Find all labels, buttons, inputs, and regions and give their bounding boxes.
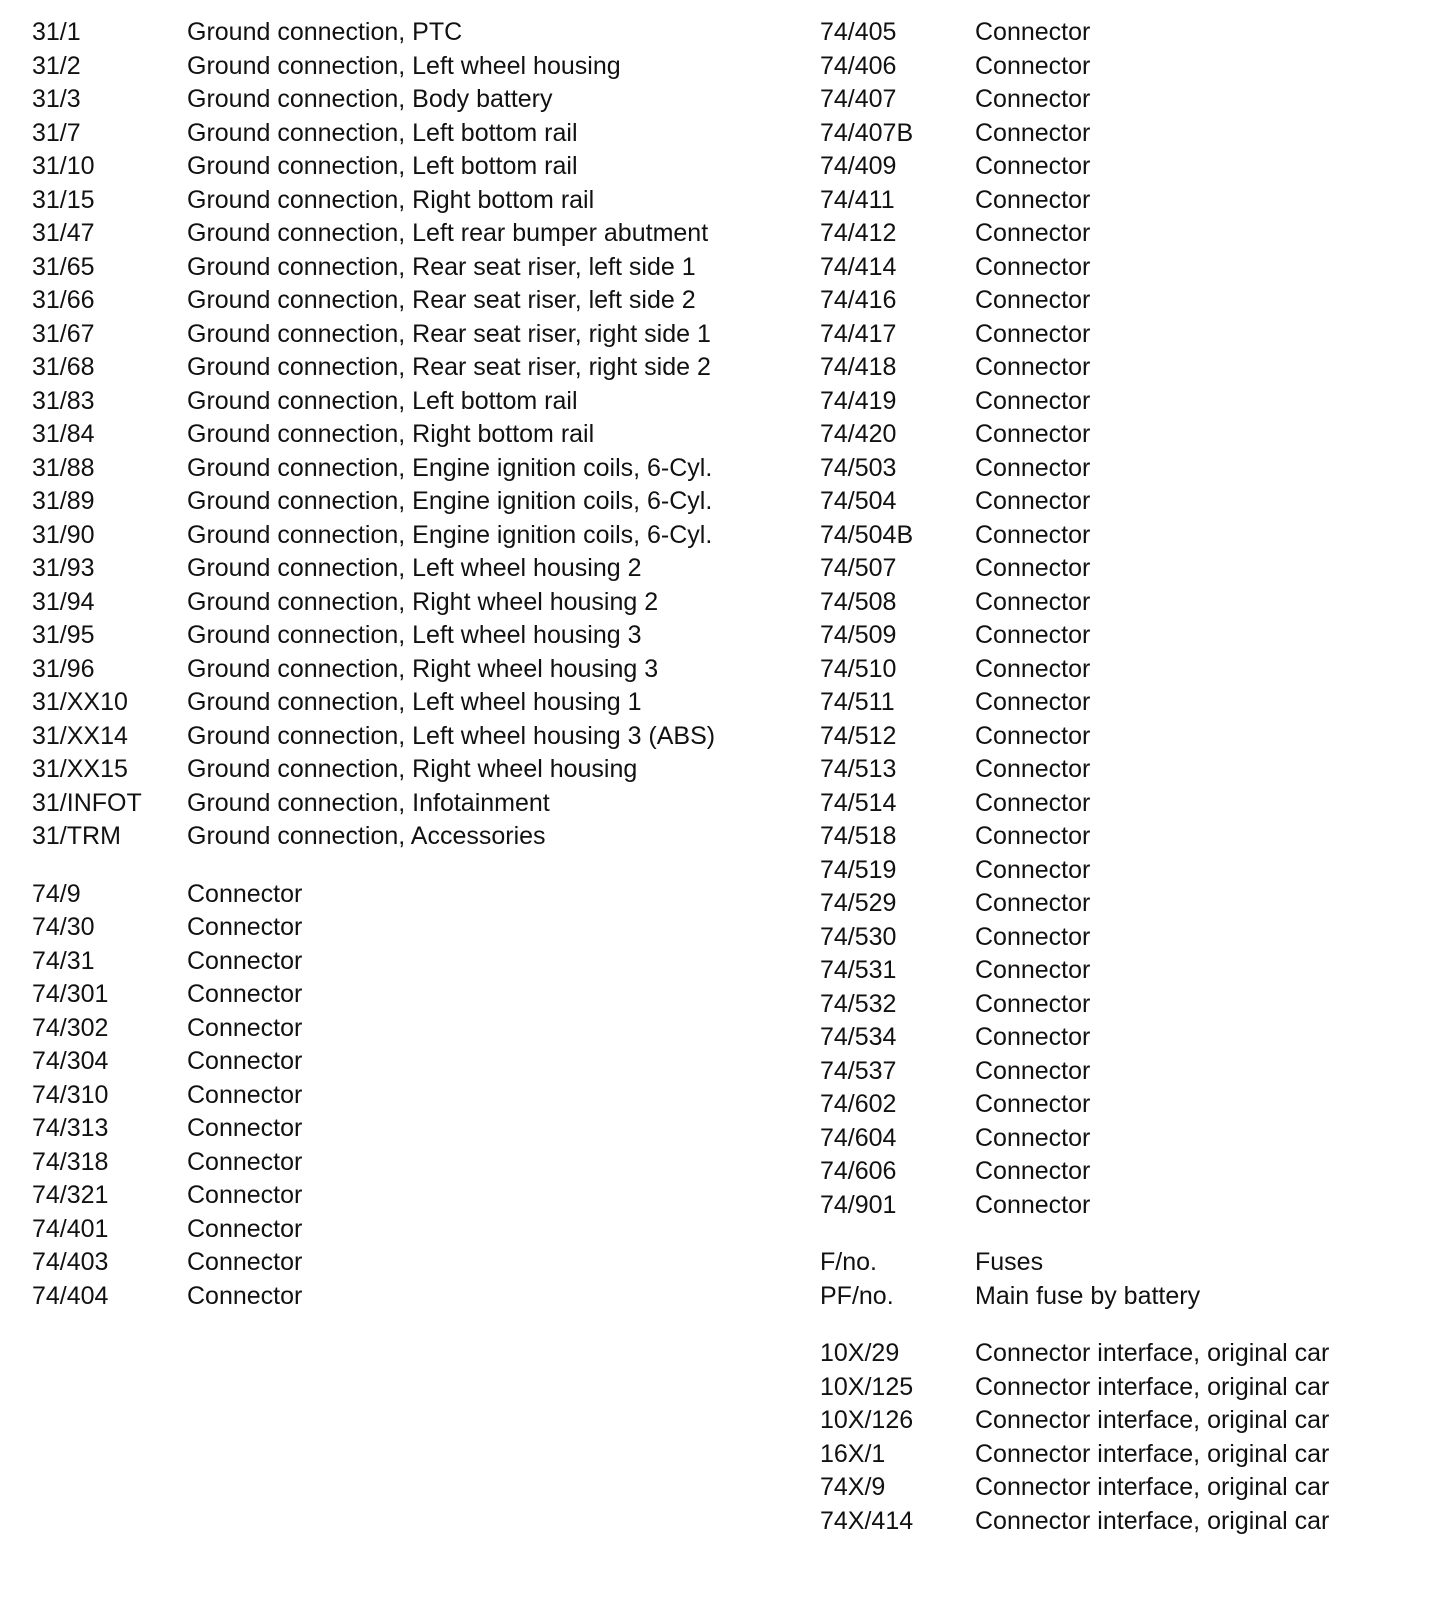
legend-description: Fuses [975, 1248, 1044, 1276]
legend-description: Main fuse by battery [975, 1281, 1201, 1310]
legend-row [32, 787, 772, 821]
legend-row [32, 720, 772, 754]
legend-row [820, 318, 1420, 352]
legend-row [820, 1337, 1420, 1371]
legend-code: 74/512 [820, 721, 897, 750]
legend-row [820, 1055, 1420, 1089]
legend-description: Connector interface, original car [975, 1473, 1330, 1501]
legend-code: 31/95 [32, 621, 95, 649]
legend-code: 74/318 [32, 1147, 109, 1176]
legend-row [32, 83, 772, 117]
legend-code: 74/31 [32, 946, 95, 975]
legend-row [32, 1112, 772, 1146]
legend-description: Connector interface, original car [975, 1506, 1330, 1535]
legend-code: 74/602 [820, 1090, 897, 1118]
legend-description: Ground connection, Left wheel housing 3 [187, 621, 642, 649]
legend-code: 31/XX10 [32, 688, 128, 716]
legend-description: Connector [975, 1023, 1091, 1051]
legend-description: Connector [187, 980, 303, 1008]
legend-description: Connector [187, 1047, 303, 1075]
legend-description: Connector [975, 453, 1091, 482]
legend-description: Connector [975, 286, 1091, 314]
legend-description: Connector [187, 946, 303, 975]
legend-row [820, 753, 1420, 787]
legend-row [820, 1371, 1420, 1405]
legend-row [820, 720, 1420, 754]
legend-row [820, 954, 1420, 988]
legend-description: Ground connection, PTC [187, 18, 463, 46]
legend-code: 10X/29 [820, 1339, 900, 1367]
legend-description: Connector [975, 587, 1091, 616]
legend-row [820, 686, 1420, 720]
legend-code: 74/532 [820, 989, 897, 1018]
legend-code: 31/94 [32, 587, 95, 616]
legend-code: 74/419 [820, 386, 897, 415]
legend-code: 74/321 [32, 1181, 109, 1209]
legend-description: Connector [975, 1157, 1091, 1185]
legend-code: 74/302 [32, 1013, 109, 1042]
legend-row [32, 686, 772, 720]
legend-code: 74/511 [820, 688, 895, 716]
legend-group [820, 1337, 1420, 1538]
legend-code: 74/404 [32, 1281, 109, 1310]
legend-row [32, 418, 772, 452]
legend-description: Connector [187, 879, 303, 908]
legend-code: 31/93 [32, 554, 95, 582]
legend-row [820, 418, 1420, 452]
legend-code: 74/403 [32, 1248, 109, 1276]
legend-row [32, 385, 772, 419]
legend-code: 74/405 [820, 18, 897, 46]
legend-row [32, 1280, 772, 1314]
legend-description: Connector [975, 654, 1091, 683]
legend-row [32, 50, 772, 84]
legend-description: Connector [975, 219, 1091, 247]
legend-code: 31/84 [32, 420, 95, 448]
legend-row [820, 385, 1420, 419]
legend-description: Connector [975, 688, 1091, 716]
legend-code: 74/604 [820, 1123, 897, 1152]
legend-code: 31/3 [32, 85, 81, 113]
legend-code: 74/304 [32, 1047, 109, 1075]
legend-description: Ground connection, Engine ignition coils, 6-Cyl. [187, 453, 713, 482]
legend-code: 74/537 [820, 1056, 897, 1085]
legend-description: Connector [975, 822, 1091, 850]
legend-row [32, 820, 772, 854]
legend-code: 74/301 [32, 980, 109, 1008]
legend-code: 74/518 [820, 822, 897, 850]
legend-row [32, 586, 772, 620]
legend-description: Connector [975, 152, 1091, 180]
legend-row [820, 1471, 1420, 1505]
legend-row [32, 878, 772, 912]
legend-description: Connector [975, 989, 1091, 1018]
legend-code: 74/531 [820, 956, 897, 984]
legend-code: 74/507 [820, 554, 897, 582]
legend-code: 31/89 [32, 487, 95, 515]
legend-description: Connector [975, 420, 1091, 448]
legend-code: 74/510 [820, 654, 897, 683]
legend-row [820, 586, 1420, 620]
legend-description: Ground connection, Right wheel housing 3 [187, 654, 659, 683]
legend-description: Ground connection, Right wheel housing [187, 755, 638, 783]
legend-description: Connector [975, 487, 1091, 515]
legend-code: 31/88 [32, 453, 95, 482]
legend-code: 74/406 [820, 51, 897, 80]
legend-code: 10X/125 [820, 1372, 914, 1401]
legend-description: Connector [187, 1214, 303, 1243]
legend-description: Connector [975, 889, 1091, 917]
legend-code: 74/519 [820, 855, 897, 884]
legend-row [32, 284, 772, 318]
legend-row [32, 519, 772, 553]
legend-group [820, 16, 1420, 1222]
legend-row [820, 653, 1420, 687]
legend-code: 31/67 [32, 319, 95, 348]
legend-row [820, 854, 1420, 888]
legend-row [32, 1213, 772, 1247]
legend-description: Ground connection, Infotainment [187, 788, 550, 817]
legend-row [820, 1122, 1420, 1156]
legend-description: Ground connection, Engine ignition coils, 6-Cyl. [187, 487, 713, 515]
legend-code: 31/INFOT [32, 788, 142, 817]
legend-description: Connector [187, 1080, 303, 1109]
legend-description: Connector [187, 1013, 303, 1042]
legend-code: 74/411 [820, 185, 895, 214]
legend-code: 74/513 [820, 755, 897, 783]
legend-row [820, 117, 1420, 151]
legend-row [820, 1280, 1420, 1314]
legend-row [820, 284, 1420, 318]
legend-description: Ground connection, Right wheel housing 2 [187, 587, 659, 616]
legend-code: 74/901 [820, 1190, 897, 1219]
legend-row [820, 184, 1420, 218]
legend-row [820, 351, 1420, 385]
legend-description: Connector [975, 252, 1091, 281]
legend-code: 10X/126 [820, 1406, 914, 1434]
legend-code: 31/66 [32, 286, 95, 314]
legend-row [820, 1438, 1420, 1472]
legend-description: Connector [975, 386, 1091, 415]
legend-code: 74/30 [32, 913, 95, 941]
legend-row [32, 217, 772, 251]
legend-description: Ground connection, Accessories [187, 822, 546, 850]
legend-row [32, 619, 772, 653]
legend-code: 74/606 [820, 1157, 897, 1185]
legend-code: 74/416 [820, 286, 897, 314]
legend-row [32, 945, 772, 979]
legend-description: Connector interface, original car [975, 1406, 1330, 1434]
legend-description: Connector interface, original car [975, 1372, 1330, 1401]
legend-group [820, 1246, 1420, 1313]
legend-code: 31/15 [32, 185, 95, 214]
legend-code: 74/504 [820, 487, 897, 515]
legend-code: 74X/9 [820, 1473, 886, 1501]
legend-row [32, 1079, 772, 1113]
legend-code: 31/2 [32, 51, 81, 80]
legend-code: 31/96 [32, 654, 95, 683]
legend-description: Connector [975, 353, 1091, 381]
legend-description: Connector [975, 185, 1091, 214]
legend-row [820, 619, 1420, 653]
legend-row [820, 16, 1420, 50]
legend-code: 31/TRM [32, 822, 121, 850]
legend-code: 31/90 [32, 520, 95, 549]
legend-row [820, 1246, 1420, 1280]
legend-description: Connector [975, 319, 1091, 348]
legend-code: PF/no. [820, 1281, 894, 1310]
legend-code: 74/530 [820, 922, 897, 951]
legend-code: 31/XX14 [32, 721, 128, 750]
legend-row [820, 1155, 1420, 1189]
legend-description: Connector [187, 913, 303, 941]
legend-row [820, 1021, 1420, 1055]
legend-description: Connector [975, 1056, 1091, 1085]
legend-description: Ground connection, Left bottom rail [187, 386, 578, 415]
legend-code: 74/407B [820, 118, 914, 147]
legend-description: Ground connection, Right bottom rail [187, 185, 595, 214]
legend-row [820, 988, 1420, 1022]
legend-code: 74/420 [820, 420, 897, 448]
legend-code: 31/68 [32, 353, 95, 381]
right-column [820, 16, 1420, 1538]
legend-code: 74/414 [820, 252, 897, 281]
legend-code: 31/1 [32, 18, 81, 46]
legend-description: Connector [975, 721, 1091, 750]
legend-description: Ground connection, Left wheel housing 3 (ABS) [187, 721, 716, 750]
legend-code: 74/401 [32, 1214, 109, 1243]
legend-code: 31/10 [32, 152, 95, 180]
legend-description: Connector [975, 554, 1091, 582]
legend-description: Connector [975, 956, 1091, 984]
legend-code: 74/509 [820, 621, 897, 649]
legend-description: Ground connection, Rear seat riser, right side 2 [187, 353, 711, 381]
legend-description: Connector [975, 922, 1091, 951]
legend-row [820, 1088, 1420, 1122]
legend-row [820, 485, 1420, 519]
legend-code: 74/504B [820, 520, 914, 549]
legend-code: 31/47 [32, 219, 95, 247]
legend-row [820, 83, 1420, 117]
legend-description: Connector [187, 1181, 303, 1209]
legend-description: Connector [187, 1248, 303, 1276]
legend-row [32, 1146, 772, 1180]
legend-row [820, 50, 1420, 84]
legend-description: Connector interface, original car [975, 1339, 1330, 1367]
legend-code: 74X/414 [820, 1506, 914, 1535]
legend-code: 31/65 [32, 252, 95, 281]
legend-row [32, 1179, 772, 1213]
legend-code: 74/503 [820, 453, 897, 482]
legend-description: Connector [975, 118, 1091, 147]
legend-code: 74/418 [820, 353, 897, 381]
legend-description: Ground connection, Right bottom rail [187, 420, 595, 448]
legend-code: 74/412 [820, 219, 897, 247]
legend-description: Ground connection, Left wheel housing [187, 51, 621, 80]
legend-description: Connector [975, 1123, 1091, 1152]
legend-description: Ground connection, Rear seat riser, right side 1 [187, 319, 711, 348]
legend-code: 74/417 [820, 319, 897, 348]
legend-code: 74/9 [32, 879, 81, 908]
legend-description: Ground connection, Body battery [187, 85, 553, 113]
legend-row [32, 653, 772, 687]
legend-row [32, 978, 772, 1012]
legend-description: Connector [975, 51, 1091, 80]
legend-description: Ground connection, Rear seat riser, left side 2 [187, 286, 696, 314]
legend-description: Ground connection, Left wheel housing 2 [187, 554, 642, 582]
legend-row [820, 887, 1420, 921]
legend-row [32, 150, 772, 184]
legend-row [32, 753, 772, 787]
legend-row [32, 184, 772, 218]
legend-row [820, 1404, 1420, 1438]
legend-code: 74/514 [820, 788, 897, 817]
legend-description: Connector interface, original car [975, 1439, 1330, 1468]
legend-code: 74/529 [820, 889, 897, 917]
legend-row [32, 351, 772, 385]
legend-group [32, 878, 772, 1314]
legend-row [32, 251, 772, 285]
legend-row [820, 552, 1420, 586]
legend-description: Ground connection, Left wheel housing 1 [187, 688, 642, 716]
legend-code: 16X/1 [820, 1439, 886, 1468]
legend-description: Connector [187, 1114, 303, 1142]
legend-code: 74/407 [820, 85, 897, 113]
legend-row [820, 787, 1420, 821]
legend-description: Connector [975, 18, 1091, 46]
legend-row [32, 318, 772, 352]
legend-row [820, 1505, 1420, 1539]
legend-description: Connector [975, 755, 1091, 783]
legend-row [32, 1045, 772, 1079]
legend-row [820, 217, 1420, 251]
legend-code: 74/313 [32, 1114, 109, 1142]
legend-row [32, 16, 772, 50]
legend-row [32, 552, 772, 586]
legend-description: Connector [975, 520, 1091, 549]
legend-description: Connector [975, 85, 1091, 113]
legend-row [820, 820, 1420, 854]
legend-row [820, 519, 1420, 553]
legend-row [820, 921, 1420, 955]
legend-row [820, 1189, 1420, 1223]
legend-code: 31/XX15 [32, 755, 128, 783]
legend-code: 31/83 [32, 386, 95, 415]
legend-description: Ground connection, Left rear bumper abutment [187, 219, 709, 247]
left-column [32, 16, 772, 1313]
legend-row [32, 452, 772, 486]
legend-row [32, 1012, 772, 1046]
legend-row [820, 251, 1420, 285]
legend-row [820, 452, 1420, 486]
legend-description: Connector [975, 621, 1091, 649]
legend-description: Ground connection, Rear seat riser, left side 1 [187, 252, 696, 281]
legend-code: F/no. [820, 1248, 877, 1276]
legend-description: Ground connection, Left bottom rail [187, 152, 578, 180]
legend-description: Connector [975, 1090, 1091, 1118]
legend-group [32, 16, 772, 854]
legend-row [32, 1246, 772, 1280]
legend-description: Connector [975, 788, 1091, 817]
legend-description: Ground connection, Engine ignition coils, 6-Cyl. [187, 520, 713, 549]
legend-code: 74/534 [820, 1023, 897, 1051]
legend-code: 74/409 [820, 152, 897, 180]
legend-row [32, 117, 772, 151]
legend-description: Connector [187, 1281, 303, 1310]
legend-row [820, 150, 1420, 184]
legend-description: Connector [975, 1190, 1091, 1219]
legend-description: Connector [975, 855, 1091, 884]
legend-code: 31/7 [32, 118, 81, 147]
legend-row [32, 485, 772, 519]
legend-row [32, 911, 772, 945]
legend-description: Connector [187, 1147, 303, 1176]
legend-description: Ground connection, Left bottom rail [187, 118, 578, 147]
legend-code: 74/508 [820, 587, 897, 616]
legend-code: 74/310 [32, 1080, 109, 1109]
